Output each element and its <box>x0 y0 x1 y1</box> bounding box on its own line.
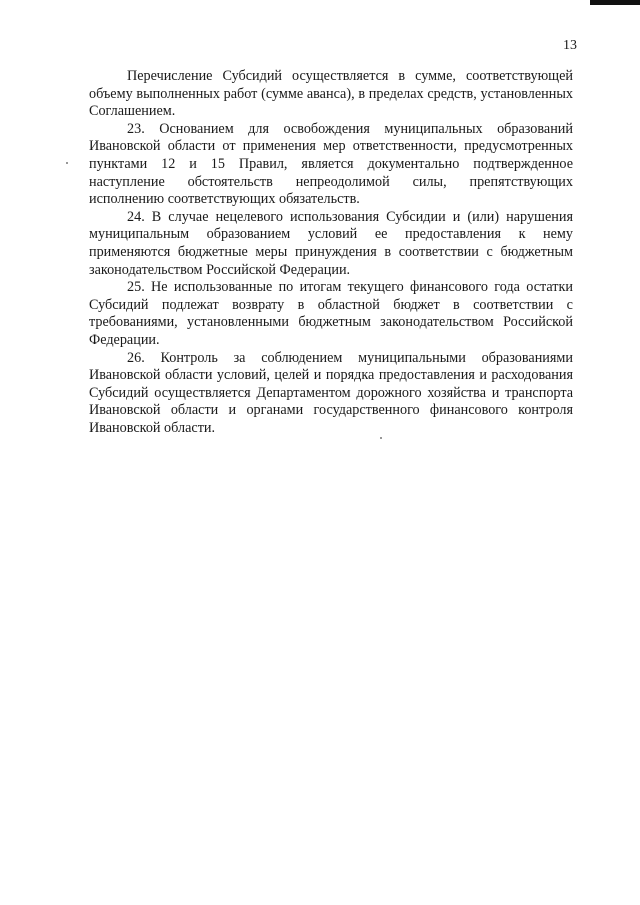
paragraph-subsidy-transfer: Перечисление Субсидий осуществляется в сумме, соответствующей объему выполненных работ (сумме аванса), в пределах средств, установленных Соглашением. <box>89 68 573 120</box>
paragraph-25: 25. Не использованные по итогам текущего финансового года остатки Субсидий подлежат возврату в областной бюджет в соответствии с требованиями, установленными бюджетным законодательством Российской Федерации. <box>89 279 573 348</box>
paragraph-24: 24. В случае нецелевого использования Субсидии и (или) нарушения муниципальным образованием условий ее предоставления к нему применяются бюджетные меры принуждения в соответствии с бюджетным законодательством Российской Федерации. <box>89 208 573 278</box>
paragraph-26: 26. Контроль за соблюдением муниципальными образованиями Ивановской области условий, целей и порядка предоставления и расходования Субсидий осуществляется Департаментом дорожного хозяйства и транспорта Ивановской области и органами государственного финансового контроля Ивановской области. <box>89 349 573 436</box>
scan-speck <box>66 162 68 164</box>
scan-speck <box>380 437 382 439</box>
document-body <box>89 68 573 437</box>
page-number: 13 <box>563 38 577 53</box>
scan-edge-mark <box>590 0 640 5</box>
paragraph-23: 23. Основанием для освобождения муниципальных образований Ивановской области от применения мер ответственности, предусмотренных пунктами 12 и 15 Правил, является документально подтвержденное наступление обстоятельств непреодолимой силы, препятствующих исполнению соответствующих обязательств. <box>89 120 573 208</box>
